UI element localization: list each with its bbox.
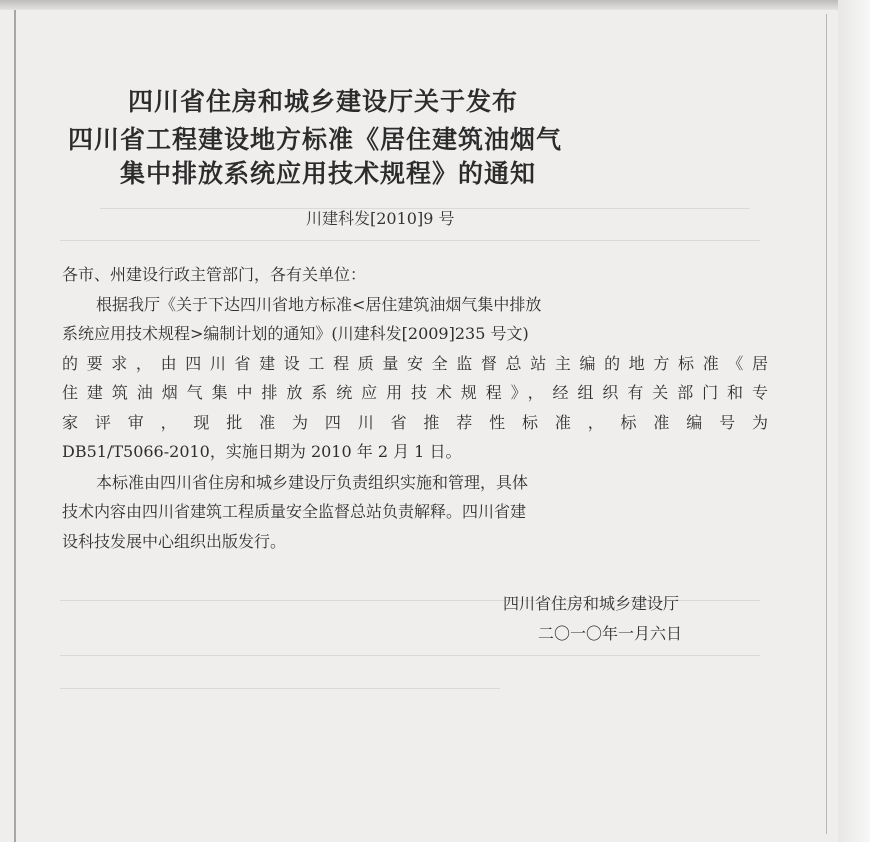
scan-top-edge [0, 0, 870, 10]
paragraph-1-line-2: 系统应用技术规程>编制计划的通知》(川建科发[2009]235 号文) [62, 324, 529, 343]
salutation: 各市、州建设行政主管部门，各有关单位： [62, 265, 367, 284]
document-number: 川建科发[2010]9 号 [306, 209, 455, 228]
page-left-edge [14, 10, 16, 842]
paragraph-1-line-1: 根据我厅《关于下达四川省地方标准<居住建筑油烟气集中排放 [96, 295, 542, 314]
paragraph-1-line-6: DB51/T5066-2010，实施日期为 2010 年 2 月 1 日。 [62, 442, 462, 461]
paragraph-2-line-1: 本标准由四川省住房和城乡建设厅负责组织实施和管理，具体 [96, 473, 529, 492]
notice-title-line-2: 四川省工程建设地方标准《居住建筑油烟气 [68, 125, 563, 154]
bleed-through-line [60, 240, 760, 241]
paragraph-2-line-2: 技术内容由四川省建筑工程质量安全监督总站负责解释。四川省建 [62, 502, 527, 521]
paragraph-1-line-3: 的要求，由四川省建设工程质量安全监督总站主编的地方标准《居 [62, 354, 768, 373]
bleed-through-line [60, 655, 760, 656]
issuing-authority: 四川省住房和城乡建设厅 [503, 594, 680, 613]
paragraph-1-line-4: 住建筑油烟气集中排放系统应用技术规程》，经组织有关部门和专 [62, 383, 768, 402]
bleed-through-line [60, 688, 500, 689]
issue-date: 二〇一〇年一月六日 [538, 624, 683, 643]
page-right-edge [826, 14, 827, 834]
scan-right-margin [838, 0, 870, 842]
paragraph-1-line-5: 家评审，现批准为四川省推荐性标准，标准编号为 [62, 413, 768, 432]
notice-title-line-1: 四川省住房和城乡建设厅关于发布 [128, 87, 519, 116]
paragraph-2-line-3: 设科技发展中心组织出版发行。 [62, 532, 287, 551]
notice-title-line-3: 集中排放系统应用技术规程》的通知 [120, 159, 537, 188]
